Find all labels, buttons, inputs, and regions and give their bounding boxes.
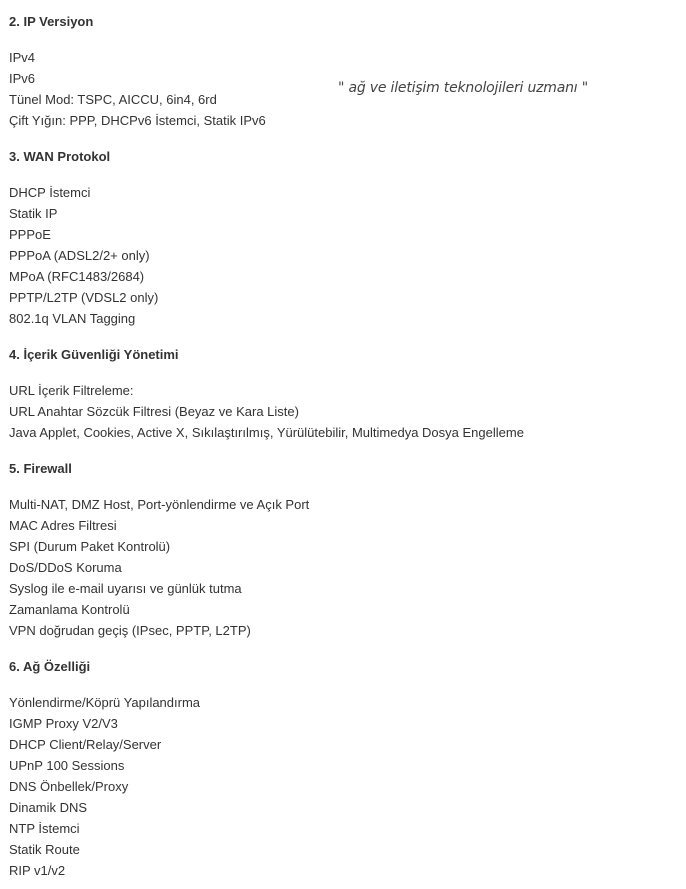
list-item: Java Applet, Cookies, Active X, Sıkılaştırılmış, Yürülütebilir, Multimedya Dosya Engelleme [9,425,524,440]
list-item: Syslog ile e-mail uyarısı ve günlük tutma [9,581,242,596]
list-item: Dinamik DNS [9,800,88,815]
list-item: DNS Önbellek/Proxy [9,779,129,794]
list-item: IPv6 [9,71,36,86]
section-title-firewall: 5. Firewall [9,461,72,476]
list-item: IPv4 [9,50,36,65]
list-item: IGMP Proxy V2/V3 [9,716,118,731]
section-title-wan-protokol: 3. WAN Protokol [9,149,111,164]
list-item: PPPoA (ADSL2/2+ only) [9,248,150,263]
list-item: 802.1q VLAN Tagging [9,311,136,326]
list-item: DoS/DDoS Koruma [9,560,122,575]
list-item: MPoA (RFC1483/2684) [9,269,145,284]
list-item: Zamanlama Kontrolü [9,602,130,617]
list-item: URL Anahtar Sözcük Filtresi (Beyaz ve Kara Liste) [9,404,299,419]
list-item: Multi-NAT, DMZ Host, Port-yönlendirme ve Açık Port [9,497,310,512]
list-item: Tünel Mod: TSPC, AICCU, 6in4, 6rd [9,92,217,107]
list-item: MAC Adres Filtresi [9,518,117,533]
list-item: PPTP/L2TP (VDSL2 only) [9,290,159,305]
list-item: NTP İstemci [9,821,80,836]
list-item: Yönlendirme/Köprü Yapılandırma [9,695,201,710]
section-title-ip-versiyon: 2. IP Versiyon [9,14,94,29]
list-item: Statik IP [9,206,58,221]
list-item: Statik Route [9,842,80,857]
list-item: DHCP İstemci [9,185,91,200]
list-item: VPN doğrudan geçiş (IPsec, PPTP, L2TP) [9,623,251,638]
list-item: DHCP Client/Relay/Server [9,737,162,752]
section-title-icerik-guvenligi: 4. İçerik Güvenliği Yönetimi [9,347,179,362]
list-item: SPI (Durum Paket Kontrolü) [9,539,171,554]
list-item: UPnP 100 Sessions [9,758,125,773]
list-item: Çift Yığın: PPP, DHCPv6 İstemci, Statik IPv6 [9,113,266,128]
list-item: RIP v1/v2 [9,863,66,878]
list-item: PPPoE [9,227,51,242]
document-body [9,0,679,881]
section-title-ag-ozelligi: 6. Ağ Özelliği [9,659,91,674]
list-item: URL İçerik Filtreleme: [9,383,134,398]
tagline-text: " ağ ve iletişim teknolojileri uzmanı " [338,80,588,96]
